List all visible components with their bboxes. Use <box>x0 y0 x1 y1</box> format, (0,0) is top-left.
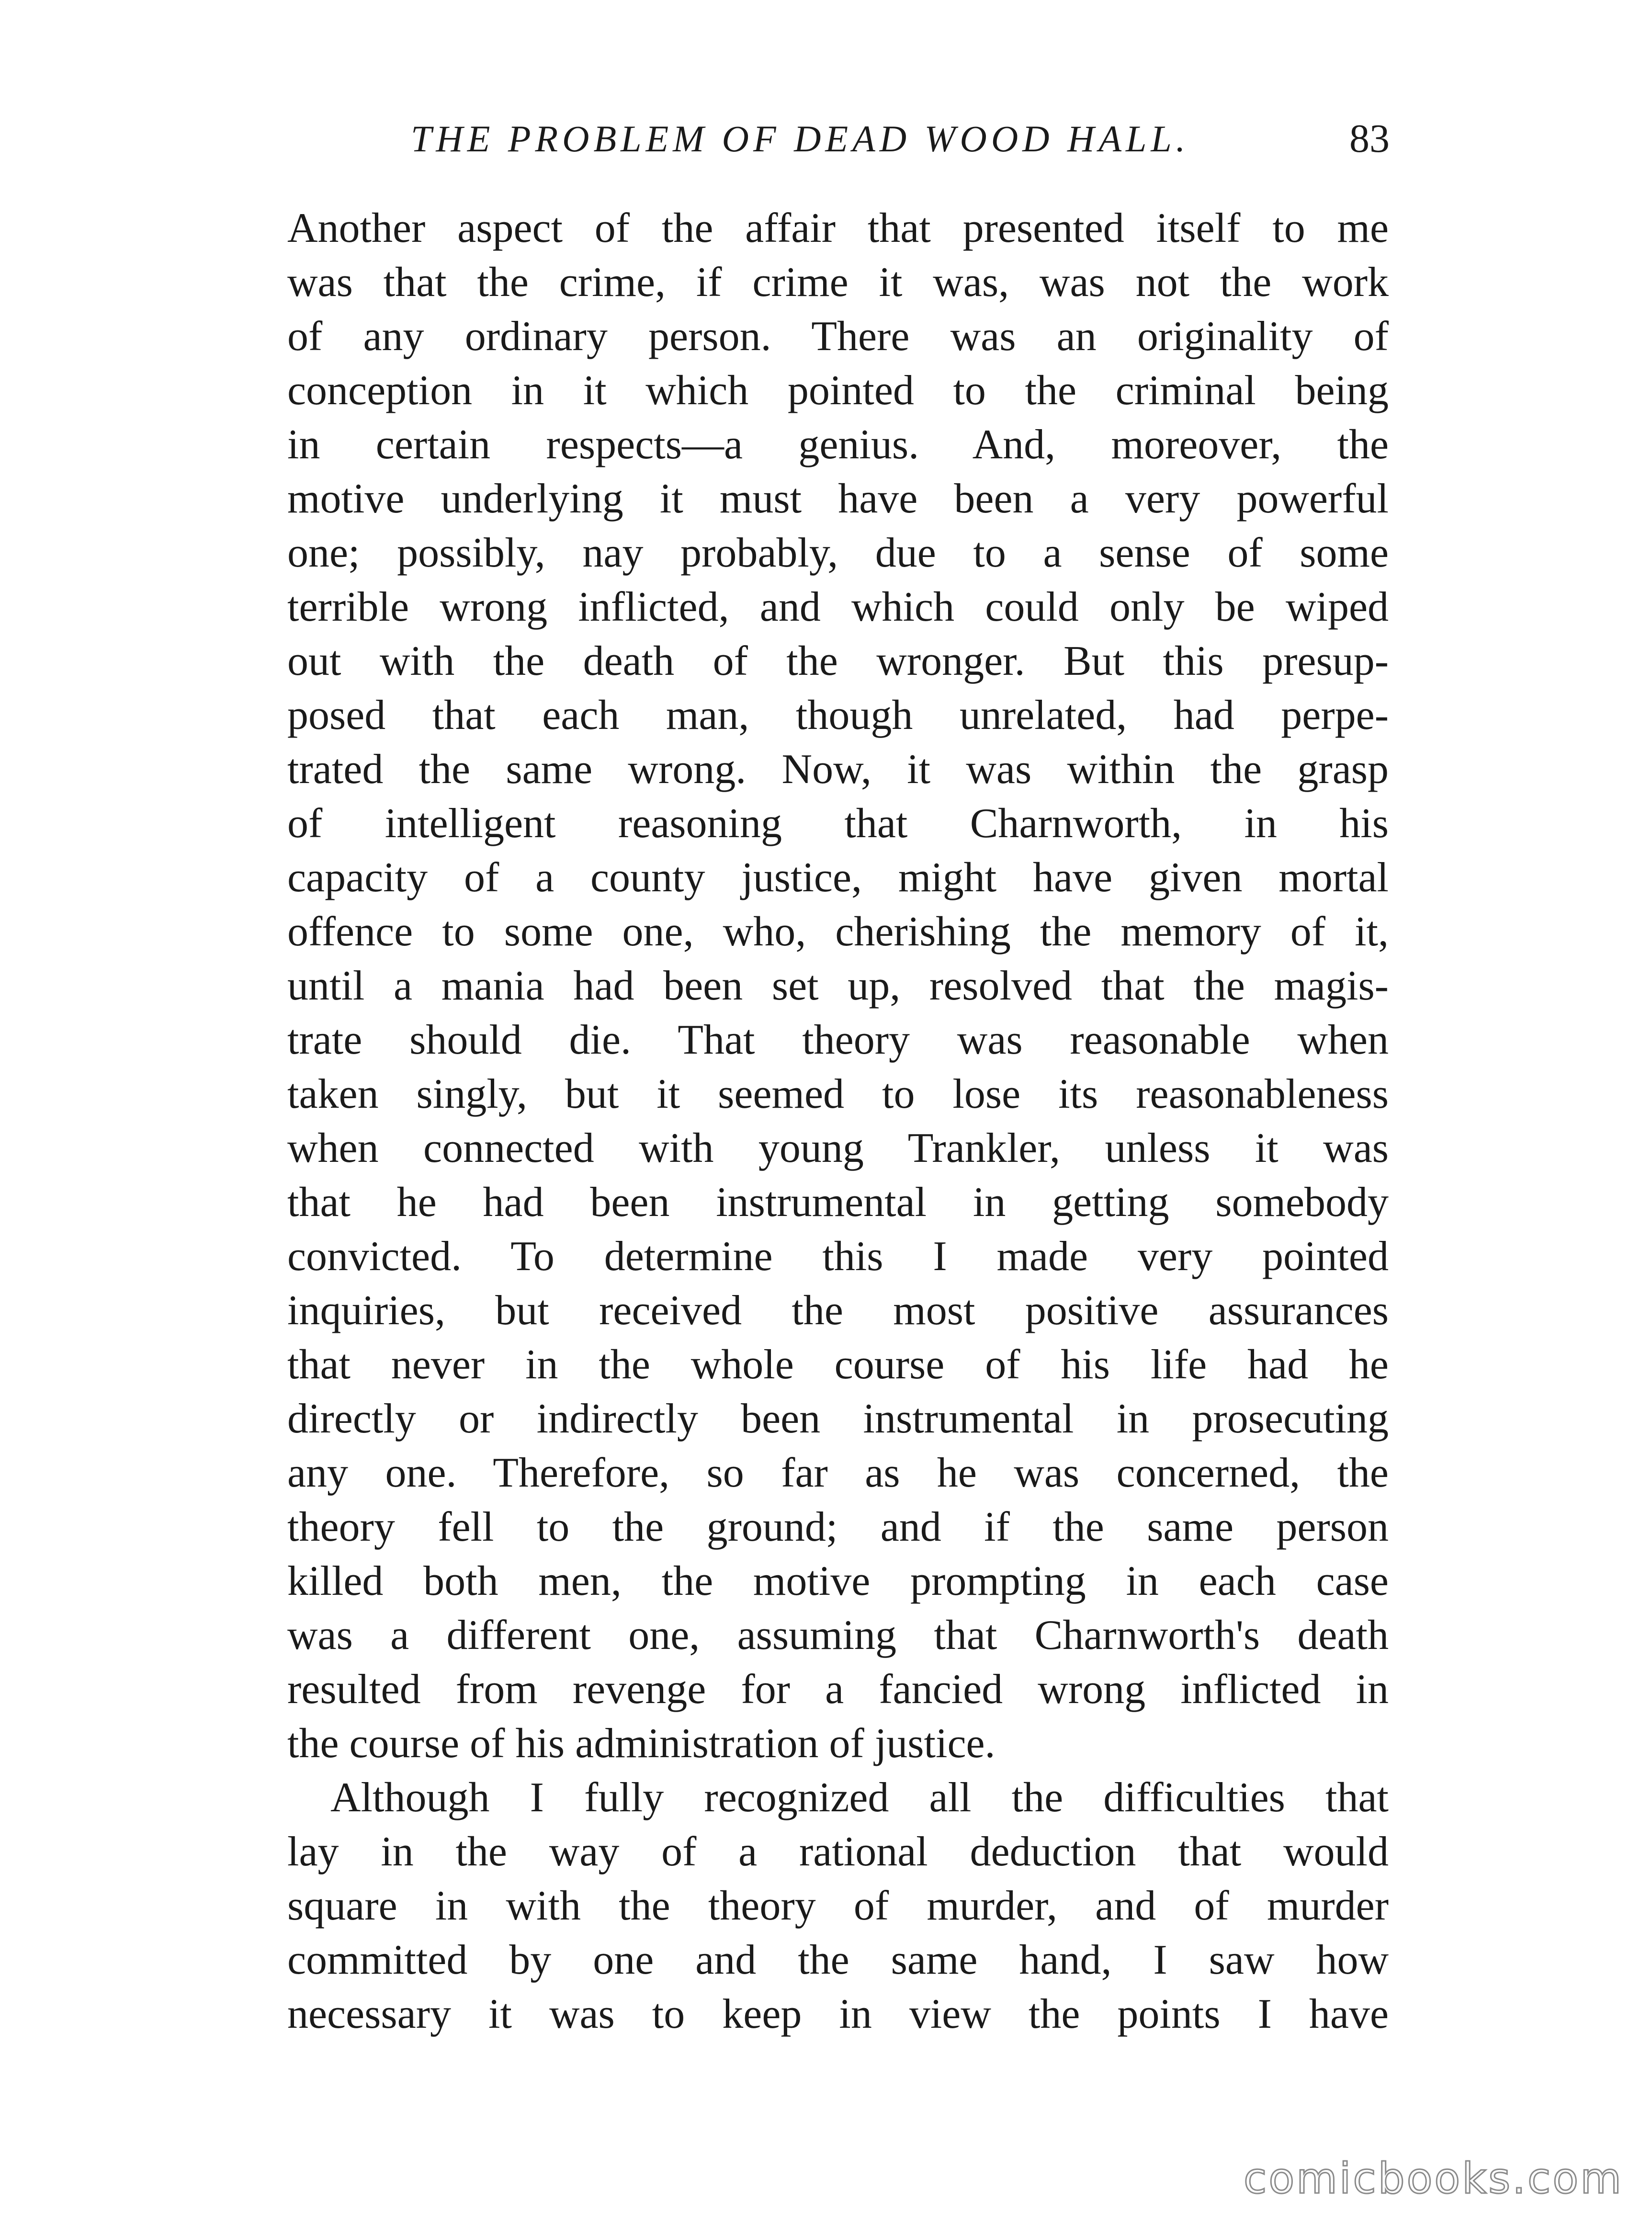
text-line: any one. Therefore, so far as he was concerned, the <box>287 1450 1389 1496</box>
text-line: killed both men, the motive prompting in each case <box>287 1558 1389 1604</box>
text-line: directly or indirectly been instrumental in prosecuting <box>287 1396 1389 1442</box>
text-line: terrible wrong inflicted, and which could only be wiped <box>287 584 1389 630</box>
text-line: that he had been instrumental in getting somebody <box>287 1179 1389 1226</box>
text-line: Although I fully recognized all the difficulties that <box>330 1774 1389 1821</box>
site-watermark: comicbooks.com <box>1243 2154 1623 2203</box>
text-line: was a different one, assuming that Charnworth's death <box>287 1612 1389 1659</box>
text-line: in certain respects—a genius. And, moreover, the <box>287 421 1389 468</box>
running-title: THE PROBLEM OF DEAD WOOD HALL. <box>411 118 1190 159</box>
text-line: trate should die. That theory was reasonable when <box>287 1017 1389 1063</box>
text-line: necessary it was to keep in view the points I have <box>287 1991 1389 2037</box>
text-line: out with the death of the wronger. But this presup- <box>287 638 1389 684</box>
text-line: posed that each man, though unrelated, had perpe- <box>287 692 1389 739</box>
page-number: 83 <box>1349 116 1390 161</box>
text-line: was that the crime, if crime it was, was not the work <box>287 259 1389 306</box>
running-header <box>0 113 1652 165</box>
text-line: resulted from revenge for a fancied wrong inflicted in <box>287 1666 1389 1713</box>
text-line: conception in it which pointed to the criminal being <box>287 367 1389 414</box>
text-line: Another aspect of the affair that presented itself to me <box>287 205 1389 251</box>
text-line: capacity of a county justice, might have given mortal <box>287 854 1389 901</box>
text-line: theory fell to the ground; and if the same person <box>287 1504 1389 1550</box>
text-line: when connected with young Trankler, unless it was <box>287 1125 1389 1171</box>
text-line: convicted. To determine this I made very pointed <box>287 1233 1389 1280</box>
text-line: the course of his administration of justice. <box>287 1720 996 1767</box>
text-line: lay in the way of a rational deduction that would <box>287 1829 1389 1875</box>
text-line: that never in the whole course of his life had he <box>287 1341 1389 1388</box>
text-line: of any ordinary person. There was an originality of <box>287 313 1389 360</box>
text-line: motive underlying it must have been a very powerful <box>287 476 1389 522</box>
text-line: one; possibly, nay probably, due to a sense of some <box>287 530 1389 576</box>
body-text <box>287 201 1389 2041</box>
text-line: inquiries, but received the most positive assurances <box>287 1287 1389 1334</box>
text-line: square in with the theory of murder, and of murder <box>287 1883 1389 1929</box>
text-line: taken singly, but it seemed to lose its reasonableness <box>287 1071 1389 1117</box>
text-line: until a mania had been set up, resolved that the magis- <box>287 963 1389 1009</box>
text-line: committed by one and the same hand, I saw how <box>287 1937 1389 1983</box>
text-line: offence to some one, who, cherishing the memory of it, <box>287 909 1389 955</box>
text-line: trated the same wrong. Now, it was within the grasp <box>287 746 1389 793</box>
text-line: of intelligent reasoning that Charnworth, in his <box>287 800 1389 847</box>
